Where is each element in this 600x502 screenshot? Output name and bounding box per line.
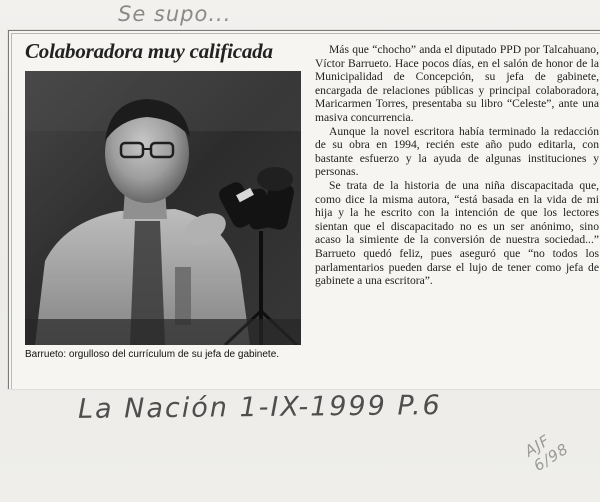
article-photo <box>25 71 301 345</box>
newspaper-clipping <box>8 30 600 389</box>
photo-caption: Barrueto: orgulloso del currículum de su jefa de gabinete. <box>25 349 280 360</box>
photo-of-man-at-microphones <box>25 71 301 345</box>
handwritten-top-note: Se supo... <box>118 2 232 26</box>
article-paragraph-1: Más que “chocho” anda el diputado PPD por Talcahuano, Víctor Barrueto. Hace pocos días, en el salón de honor de la Municipalidad de Concepción, su jefa de gabinete, encargada de relaciones públicas y principal colaboradora, Maricarmen Torres, presentaba su libro “Celeste”, ante una masiva concurrencia. <box>315 43 599 124</box>
article-headline: Colaboradora muy calificada <box>25 39 273 63</box>
handwritten-corner-initials: AJF 6/98 <box>521 431 572 475</box>
handwritten-source-note: La Nación 1-IX-1999 P.6 <box>77 390 442 425</box>
article-paragraph-3: Se trata de la historia de una niña discapacitada que, como dice la misma autora, “está basada en la vida de mi hija y la he escrito con la intención de que los lectores sientan que el discapacitado no es un ser anónimo, sino acaso la simiente de la conversión de nuestra sociedad...” Barrueto quedó feliz, pues aseguró que “no todos los parlamentarios pueden darse el lujo de tener como jefa de gabinete a una escritora”. <box>315 178 599 288</box>
article-body <box>315 43 599 288</box>
article-paragraph-2: Aunque la novel escritora había terminado la redacción de su obra en 1994, recién este año pudo editarla, con bastante esfuerzo y la ayuda de algunas instituciones y personas. <box>315 124 599 179</box>
